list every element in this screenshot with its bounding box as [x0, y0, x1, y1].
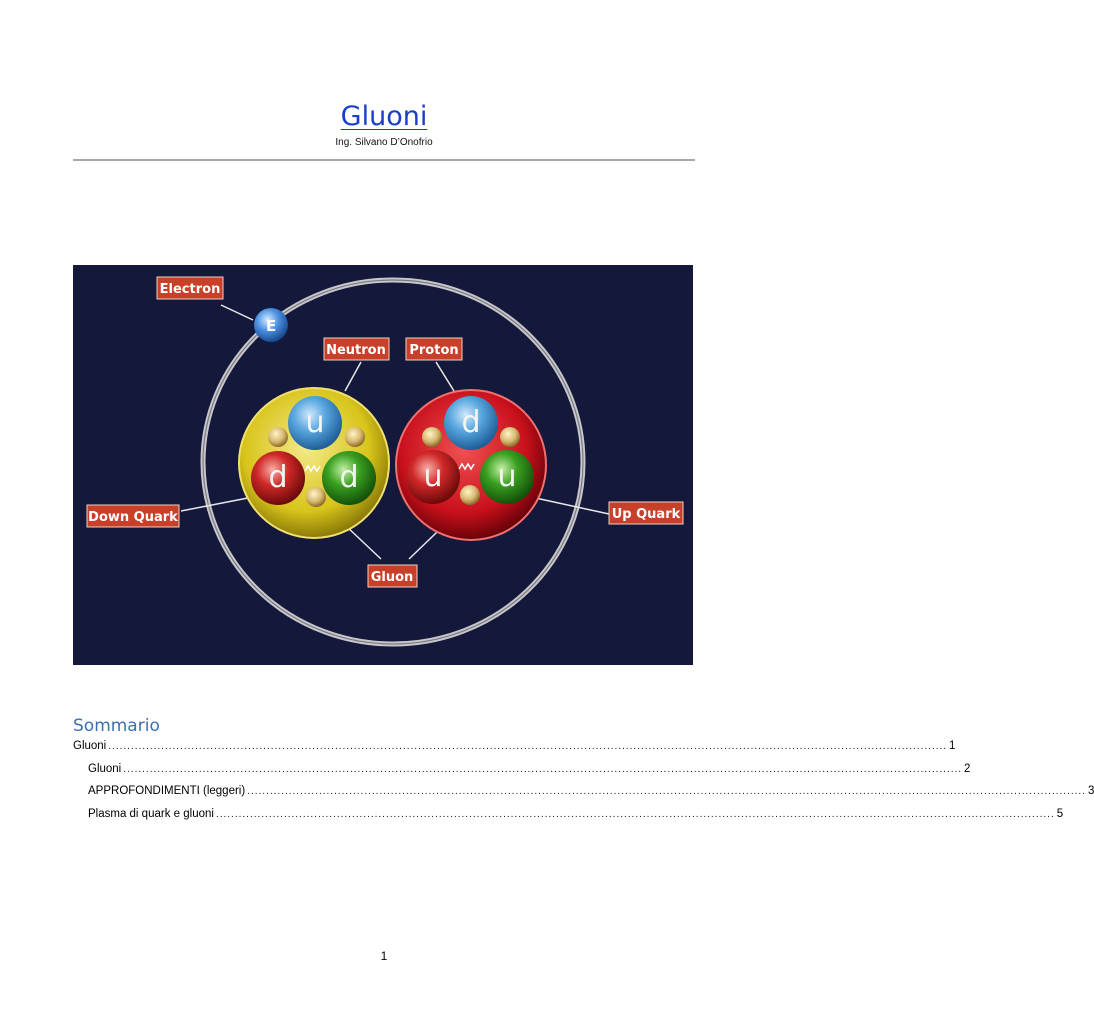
up-quark-label: Up Quark [611, 507, 681, 522]
atom-svg [73, 265, 693, 665]
neutron-label: Neutron [326, 343, 386, 358]
title-divider [73, 159, 695, 161]
toc-leader-dots: .............................................................................................................................................................................................................................. [215, 809, 1055, 821]
toc-entry-label[interactable]: APPROFONDIMENTI (leggeri) [88, 785, 246, 798]
toc-entry-page[interactable]: 1 [949, 740, 956, 752]
atom-illustration [73, 265, 693, 665]
toc-entry[interactable] [73, 762, 971, 786]
toc-heading: Sommario [73, 716, 160, 736]
proton-label: Proton [409, 343, 459, 358]
toc-leader-dots: .............................................................................................................................................................................................................................. [108, 741, 948, 752]
neutron-quark-d2-letter: d [339, 460, 359, 495]
electron-letter: E [266, 317, 277, 335]
toc-entry-label[interactable]: Gluoni [73, 740, 107, 752]
toc-entry-page[interactable]: 3 [1087, 785, 1094, 798]
table-of-contents [73, 740, 1094, 831]
toc-entry[interactable] [73, 740, 956, 763]
proton-quark-u2-letter: u [497, 459, 517, 494]
toc-entry-label[interactable]: Plasma di quark e gluoni [88, 808, 214, 821]
neutron-quark-d1-letter: d [268, 460, 288, 495]
toc-entry-page[interactable]: 2 [964, 762, 971, 775]
toc-entry[interactable] [73, 785, 1094, 808]
toc-entry-page[interactable]: 5 [1056, 808, 1064, 821]
toc-leader-dots: .............................................................................................................................................................................................................................. [123, 763, 963, 775]
toc-entry-label[interactable]: Gluoni [88, 762, 122, 775]
proton-quark-u1-letter: u [423, 459, 443, 494]
proton-quark-d-letter: d [461, 405, 481, 440]
down-quark-label: Down Quark [88, 510, 178, 525]
document-title[interactable] [0, 101, 768, 132]
author-line: Ing. Silvano D’Onofrio [335, 137, 433, 148]
toc-entry[interactable] [73, 808, 1064, 831]
gluon-label: Gluon [370, 570, 414, 585]
electron-label: Electron [159, 282, 221, 297]
toc-leader-dots: .............................................................................................................................................................................................................................. [247, 786, 1086, 798]
title-link[interactable]: Gluoni [340, 101, 428, 132]
neutron-quark-u-letter: u [305, 405, 325, 440]
page-number: 1 [380, 949, 388, 963]
